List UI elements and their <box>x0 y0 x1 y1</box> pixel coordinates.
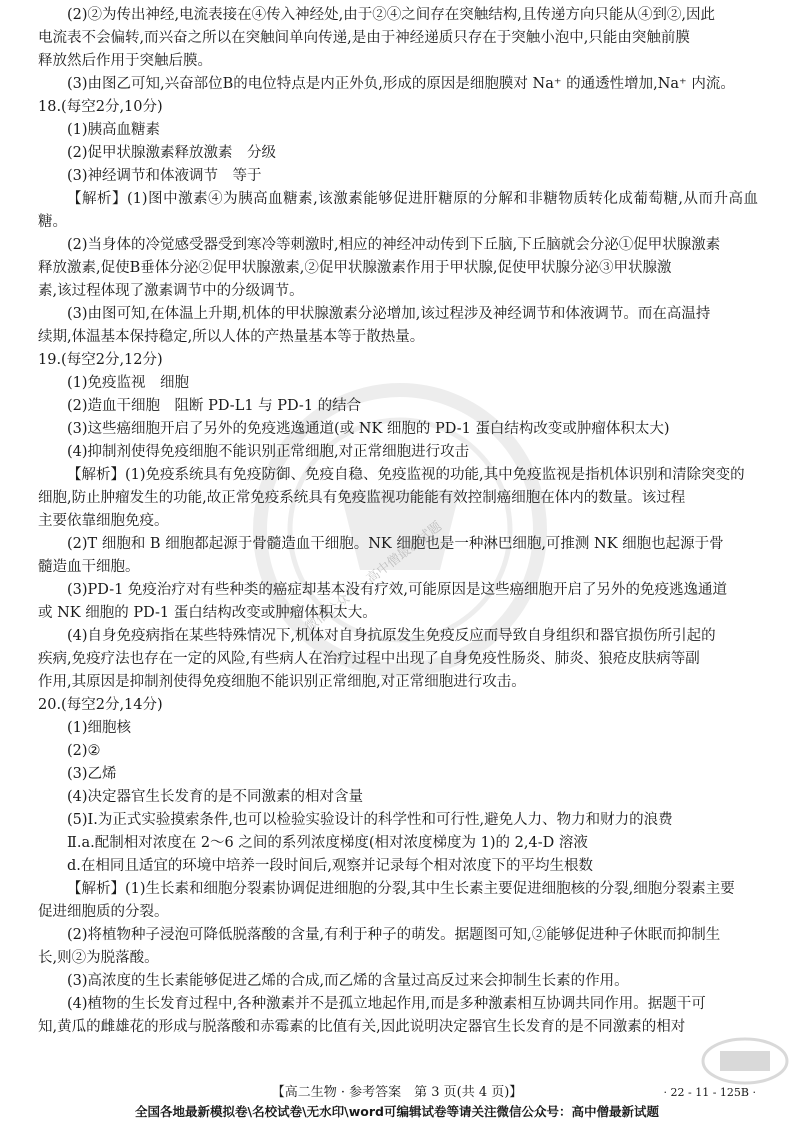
answer-line: 释放激素,促使B垂体分泌②促甲状腺激素,②促甲状腺激素作用于甲状腺,促使甲状腺分泌③甲状腺激 <box>38 260 672 276</box>
answer-line: (3)这些癌细胞开启了另外的免疫逃逸通道(或 NK 细胞的 PD-1 蛋白结构改变或肿瘤体积太大) <box>67 421 670 437</box>
answer-line: Ⅱ.a.配制相对浓度在 2～6 之间的系列浓度梯度(相对浓度梯度为 1)的 2,4-D 溶液 <box>67 835 588 851</box>
answer-line: (3)由图乙可知,兴奋部位B的电位特点是内正外负,形成的原因是细胞膜对 Na⁺ 的通透性增加,Na⁺ 内流。 <box>67 76 735 92</box>
answer-line: (4)植物的生长发育过程中,各种激素并不是孤立地起作用,而是多种激素相互协调共同作用。据题干可 <box>67 996 706 1012</box>
answer-line: 续期,体温基本保持稳定,所以人体的产热量基本等于散热量。 <box>38 329 425 345</box>
question-heading: 20.(每空2分,14分) <box>38 697 163 713</box>
answer-line: (3)PD-1 免疫治疗对有些种类的癌症却基本没有疗效,可能原因是这些癌细胞开启了另外的免疫逃逸通道 <box>67 582 728 598</box>
answer-line: (3)乙烯 <box>67 766 117 782</box>
answer-line: (4)决定器官生长发育的是不同激素的相对含量 <box>67 789 364 805</box>
answer-line: (3)高浓度的生长素能够促进乙烯的合成,而乙烯的含量过高反过来会抑制生长素的作用。 <box>67 973 629 989</box>
answer-line: d.在相同且适宜的环境中培养一段时间后,观察并记录每个相对浓度下的平均生根数 <box>67 858 593 874</box>
answer-line: 释放然后作用于突触后膜。 <box>38 53 212 69</box>
answer-line: (1)细胞核 <box>67 720 132 736</box>
answer-line: (3)神经调节和体液调节 等于 <box>67 168 262 184</box>
answer-line: (2)②为传出神经,电流表接在④传入神经处,由于②④之间存在突触结构,且传递方向只能从④到②,因此 <box>67 7 715 23</box>
answer-line: 知,黄瓜的雌雄花的形成与脱落酸和赤霉素的比值有关,因此说明决定器官生长发育的是不同激素的相对 <box>38 1019 686 1035</box>
footer-page-info: 【高二生物 · 参考答案 第 3 页(共 4 页)】 <box>271 1085 523 1100</box>
answer-line: (2)将植物种子浸泡可降低脱落酸的含量,有利于种子的萌发。据题图可知,②能够促进种子休眠而抑制生 <box>67 927 721 943</box>
watermark-text: 微信公众号：高中僧最新试题 <box>302 519 445 635</box>
answer-line: 素,该过程体现了激素调节中的分级调节。 <box>38 283 304 299</box>
answer-line: 疾病,免疫疗法也存在一定的风险,有些病人在治疗过程中出现了自身免疫性肠炎、肺炎、狼疮皮肤病等副 <box>38 651 700 667</box>
answer-line: 长,则②为脱落酸。 <box>38 950 159 966</box>
answer-line: 【解析】(1)免疫系统具有免疫防御、免疫自稳、免疫监视的功能,其中免疫监视是指机体识别和清除突变的 <box>67 467 745 483</box>
page-footer <box>0 1084 794 1102</box>
answer-line: 【解析】(1)生长素和细胞分裂素协调促进细胞的分裂,其中生长素主要促进细胞核的分裂,细胞分裂素主要 <box>67 881 735 897</box>
answer-line: (2)造血干细胞 阻断 PD-L1 与 PD-1 的结合 <box>67 398 362 414</box>
question-heading: 19.(每空2分,12分) <box>38 352 163 368</box>
question-heading: 18.(每空2分,10分) <box>38 99 163 115</box>
answer-line: (2)当身体的冷觉感受器受到寒冷等刺激时,相应的神经冲动传到下丘脑,下丘脑就会分泌①促甲状腺激素 <box>67 237 721 253</box>
answer-line: (5)Ⅰ.为正式实验摸索条件,也可以检验实验设计的科学性和可行性,避免人力、物力和财力的浪费 <box>67 812 673 828</box>
answer-line: 促进细胞质的分裂。 <box>38 904 169 920</box>
answer-line: 细胞,防止肿瘤发生的功能,故正常免疫系统具有免疫监视功能能有效控制癌细胞在体内的数量。该过程 <box>38 490 686 506</box>
answer-line: (3)由图可知,在体温上升期,机体的甲状腺激素分泌增加,该过程涉及神经调节和体液调节。而在高温持 <box>67 306 711 322</box>
footer-code: · 22 - 11 - 125B · <box>663 1086 756 1099</box>
answer-line: 髓造血干细胞。 <box>38 559 140 575</box>
answer-line: (2)促甲状腺激素释放激素 分级 <box>67 145 277 161</box>
answer-line: (2)② <box>67 743 101 759</box>
answer-content <box>38 4 758 1039</box>
answer-line: 主要依靠细胞免疫。 <box>38 513 169 529</box>
answer-line: 或 NK 细胞的 PD-1 蛋白结构改变或肿瘤体积太大。 <box>38 605 377 621</box>
answer-line: (4)自身免疫病指在某些特殊情况下,机体对自身抗原发生免疫反应而导致自身组织和器官损伤所引起的 <box>67 628 716 644</box>
answer-line: (2)T 细胞和 B 细胞都起源于骨髓造血干细胞。NK 细胞也是一种淋巴细胞,可推测 NK 细胞也起源于骨 <box>67 536 724 552</box>
bottom-notice: 全国各地最新模拟卷\名校试卷\无水印\word可编辑试卷等请关注微信公众号：高中僧最新试题 <box>135 1104 659 1119</box>
answer-line: 作用,其原因是抑制剂使得免疫细胞不能识别正常细胞,对正常细胞进行攻击。 <box>38 674 526 690</box>
answer-line: 电流表不会偏转,而兴奋之所以在突触间单向传递,是由于神经递质只存在于突触小泡中,只能由突触前膜 <box>38 30 690 46</box>
answer-line: 【解析】(1)图中激素④为胰高血糖素,该激素能够促进肝糖原的分解和非糖物质转化成葡萄糖,从而升高血糖。 <box>38 191 758 230</box>
answer-line: (1)胰高血糖素 <box>67 122 161 138</box>
corner-logo-icon <box>700 1036 790 1086</box>
answer-line: (1)免疫监视 细胞 <box>67 375 190 391</box>
answer-line: (4)抑制剂使得免疫细胞不能识别正常细胞,对正常细胞进行攻击 <box>67 444 470 460</box>
